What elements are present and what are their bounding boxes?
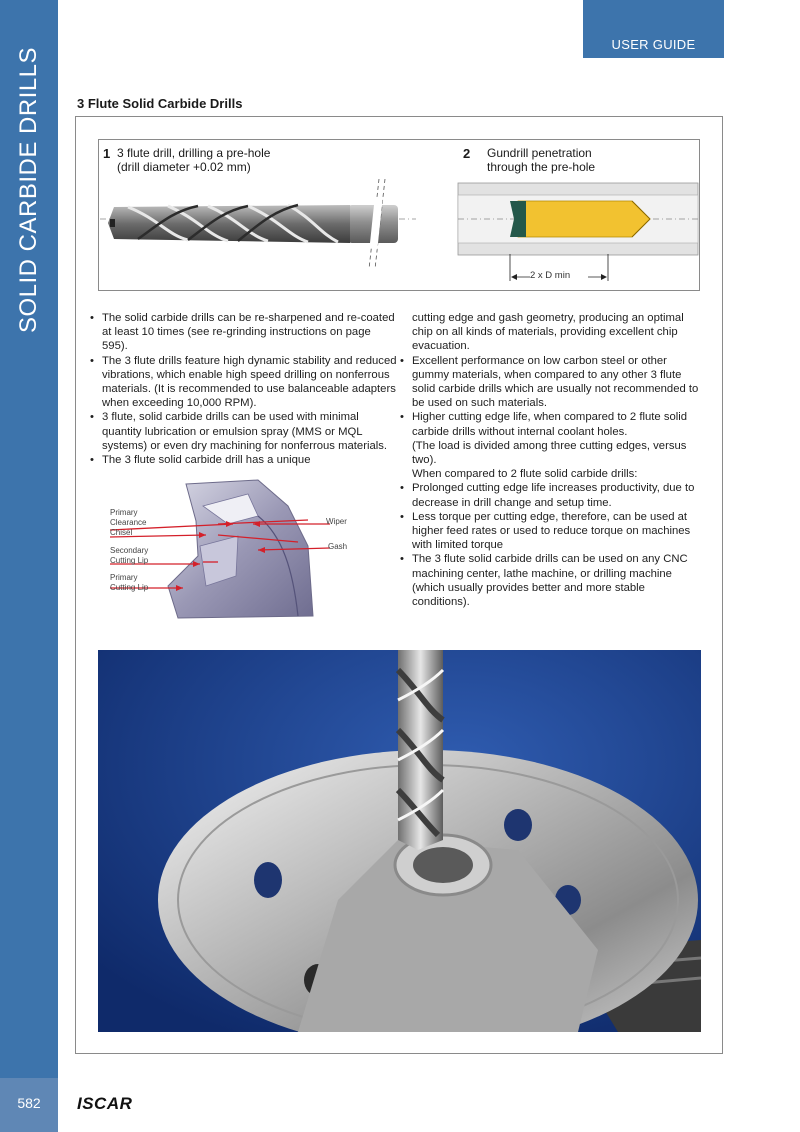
step-2-line-1: Gundrill penetration	[487, 146, 592, 160]
comparison-intro: When compared to 2 flute solid carbide drills:	[412, 468, 638, 481]
page-number: 582	[17, 1095, 41, 1111]
step-1-line-1: 3 flute drill, drilling a pre-hole	[117, 146, 271, 160]
bullet-item: • Less torque per cutting edge, therefore, can be used at higher feed rates or used to reduce torque on machines with limited torque	[400, 510, 700, 553]
step-1-line-2: (drill diameter +0.02 mm)	[117, 160, 251, 174]
label-line: Primary	[110, 508, 138, 517]
step-2-line-2: through the pre-hole	[487, 160, 596, 174]
label-line: Clearance	[110, 517, 147, 527]
label-line: Primary	[110, 573, 138, 582]
bullet-item: • Prolonged cutting edge life increases productivity, due to decrease in drill change and setup time.	[400, 481, 700, 509]
label-primary-cutting-lip	[110, 573, 148, 592]
label-line: Cutting Lip	[110, 555, 149, 565]
header-tab	[583, 0, 724, 58]
page-title: 3 Flute Solid Carbide Drills	[77, 96, 243, 111]
note-text: (The load is divided among three cutting edges, versus two).	[412, 439, 687, 467]
label-line: Secondary	[110, 546, 149, 555]
header-tab-label: USER GUIDE	[611, 37, 696, 52]
label-wiper: Wiper	[326, 517, 347, 526]
continued-text: cutting edge and gash geometry, producing an optimal chip on all kinds of materials, providing excellent chip evacuation.	[412, 312, 684, 353]
bullet-item: • Higher cutting edge life, when compared to 2 flute solid carbide drills without internal coolant holes.	[400, 410, 700, 438]
label-line: Cutting Lip	[110, 582, 149, 592]
label-gash: Gash	[328, 542, 348, 551]
bullet-item: • 3 flute, solid carbide drills can be used with minimal quantity lubrication or emulsion spray (MMS or MQL systems) or even dry machining for nonferrous materials.	[90, 410, 398, 453]
brand-logo: ISCAR	[77, 1094, 133, 1113]
bullet-item: • The solid carbide drills can be re-sharpened and re-coated at least 10 times (see re-grinding instructions on page 595).	[90, 311, 398, 354]
side-title	[0, 0, 58, 345]
left-column	[90, 311, 398, 467]
dimension-label: 2 x D min	[530, 270, 571, 281]
bullet-item: • Excellent performance on low carbon steel or other gummy materials, when compared to any other 3 flute solid carbide drills which are usually not recommended to be used on such materials.	[400, 354, 700, 411]
gundrill-illustration	[418, 139, 700, 291]
bullet-item: • The 3 flute solid carbide drills can be used on any CNC machining center, lathe machine, or drilling machine (which usually provides better and more stable conditions).	[400, 552, 700, 609]
side-title-text: SOLID CARBIDE DRILLS	[15, 46, 42, 334]
label-primary-clearance	[110, 508, 146, 527]
right-column	[400, 311, 700, 609]
step-1-number: 1	[103, 146, 111, 161]
label-secondary-cutting-lip	[110, 546, 148, 565]
drilling-photo	[98, 650, 701, 1032]
label-chisel: Chisel	[110, 528, 133, 537]
three-flute-drill-illustration	[98, 139, 418, 291]
step-2-number: 2	[463, 146, 471, 161]
bullet-item: • The 3 flute drills feature high dynamic stability and reduced vibrations, which enable high speed drilling on nonferrous materials. (It is recommended to use balanceable adapters when exceeding 10,000 RPM).	[90, 354, 398, 411]
bullet-item: • The 3 flute solid carbide drill has a unique	[90, 453, 398, 467]
